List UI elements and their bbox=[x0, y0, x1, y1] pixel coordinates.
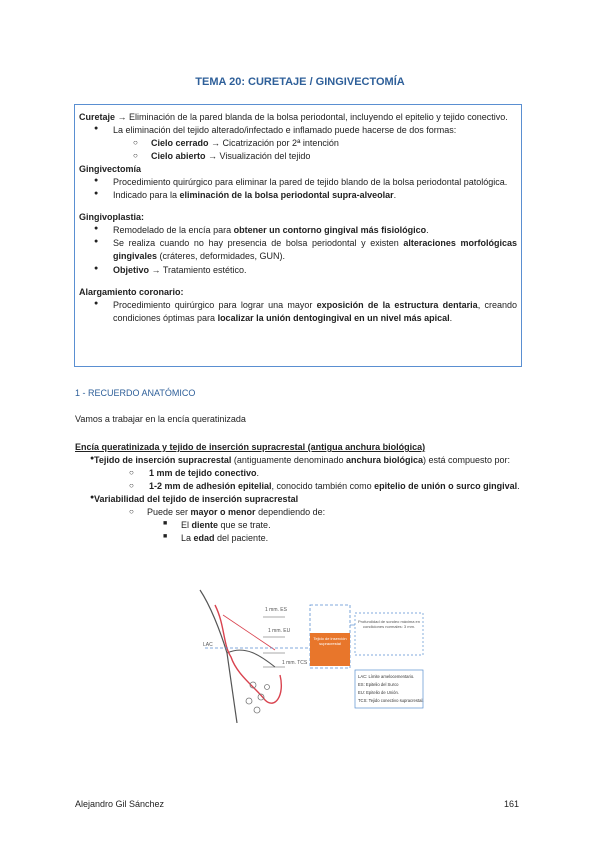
list-item: ■ El diente que se trate. bbox=[75, 519, 525, 532]
alargamiento-term: Alargamiento coronario: bbox=[79, 286, 184, 297]
intro-text: Vamos a trabajar en la encía queratinizada bbox=[75, 414, 246, 424]
footer-page-number: 161 bbox=[504, 799, 520, 809]
page-title: TEMA 20: CURETAJE / GINGIVECTOMÍA bbox=[195, 76, 405, 88]
definitions-box bbox=[74, 104, 522, 367]
list-item: ● La eliminación del tejido alterado/infectado e inflamado puede hacerse de dos formas: bbox=[79, 124, 517, 137]
footer-author: Alejandro Gil Sánchez bbox=[75, 799, 165, 809]
list-item: ○ Puede ser mayor o menor dependiendo de: bbox=[75, 506, 525, 519]
list-item: ● Remodelado de la encía para obtener un contorno gingival más fisiológico. bbox=[79, 224, 517, 237]
list-item: ● Procedimiento quirúrgico para lograr una mayor exposición de la estructura dentaria, creando condiciones óptimas para localizar la unión dentogingival en un nivel más apical. bbox=[79, 299, 517, 325]
list-item: ○ 1 mm de tejido conectivo. bbox=[75, 467, 525, 480]
legend-item: LAC: Límite amelocementario. bbox=[358, 674, 415, 679]
list-item: ● Indicado para la eliminación de la bolsa periodontal supra-alveolar. bbox=[79, 189, 517, 202]
legend-item: EU: Epitelio de Unión. bbox=[358, 690, 399, 695]
tcs-label: 1 mm. TCS bbox=[282, 660, 308, 666]
list-item: ● Tejido de inserción supracrestal (antiguamente denominado anchura biológica) está compuesto por: bbox=[75, 454, 525, 467]
curetaje-def: Curetaje → Eliminación de la pared blanda de la bolsa periodontal, incluyendo el epitelio y tejido conectivo. bbox=[79, 112, 508, 122]
list-item: ○ Cielo cerrado → Cicatrización por 2ª intención bbox=[79, 137, 517, 150]
list-item: ○ 1-2 mm de adhesión epitelial, conocido también como epitelio de unión o surco gingival. bbox=[75, 480, 525, 493]
list-item: ■ La edad del paciente. bbox=[75, 532, 525, 545]
legend-item: TCS: Tejido conectivo supracrestal. bbox=[358, 698, 424, 703]
list-item: ● Se realiza cuando no hay presencia de bolsa periodontal y existen alteraciones morfológicas gingivales (cráteres, deformidades, GUN). bbox=[79, 237, 517, 263]
anatomy-block bbox=[75, 441, 525, 545]
sondeo-label: Profundidad de sondeo máxima en condiciones normales: 3 mm. bbox=[357, 619, 421, 630]
list-item: ● Procedimiento quirúrgico para eliminar la pared de tejido blando de la bolsa periodontal patológica. bbox=[79, 176, 517, 189]
anatomy-diagram bbox=[165, 575, 430, 723]
list-item: ● Variabilidad del tejido de inserción supracrestal bbox=[75, 493, 525, 506]
list-item: ● Objetivo → Tratamiento estético. bbox=[79, 264, 517, 277]
anatomy-figure bbox=[165, 575, 430, 723]
bone-pattern bbox=[246, 682, 270, 713]
list-item: ○ Cielo abierto → Visualización del tejido bbox=[79, 150, 517, 163]
eu-label: 1 mm. EU bbox=[268, 628, 291, 634]
gingivoplastia-term: Gingivoplastia: bbox=[79, 212, 145, 223]
gum-contour bbox=[215, 605, 281, 703]
section-heading: 1 - RECUERDO ANATÓMICO bbox=[75, 388, 196, 398]
es-label: 1 mm. ES bbox=[265, 607, 287, 613]
gingivectomia-term: Gingivectomía bbox=[79, 164, 142, 175]
orange-box-label: Tejido de inserción supracrestal bbox=[313, 637, 347, 646]
anatomy-heading: Encía queratinizada y tejido de inserción supracrestal (antigua anchura biológica) bbox=[75, 442, 426, 452]
legend-item: ES: Epitelio del Surco bbox=[358, 682, 399, 687]
lac-label: LAC bbox=[203, 642, 213, 648]
